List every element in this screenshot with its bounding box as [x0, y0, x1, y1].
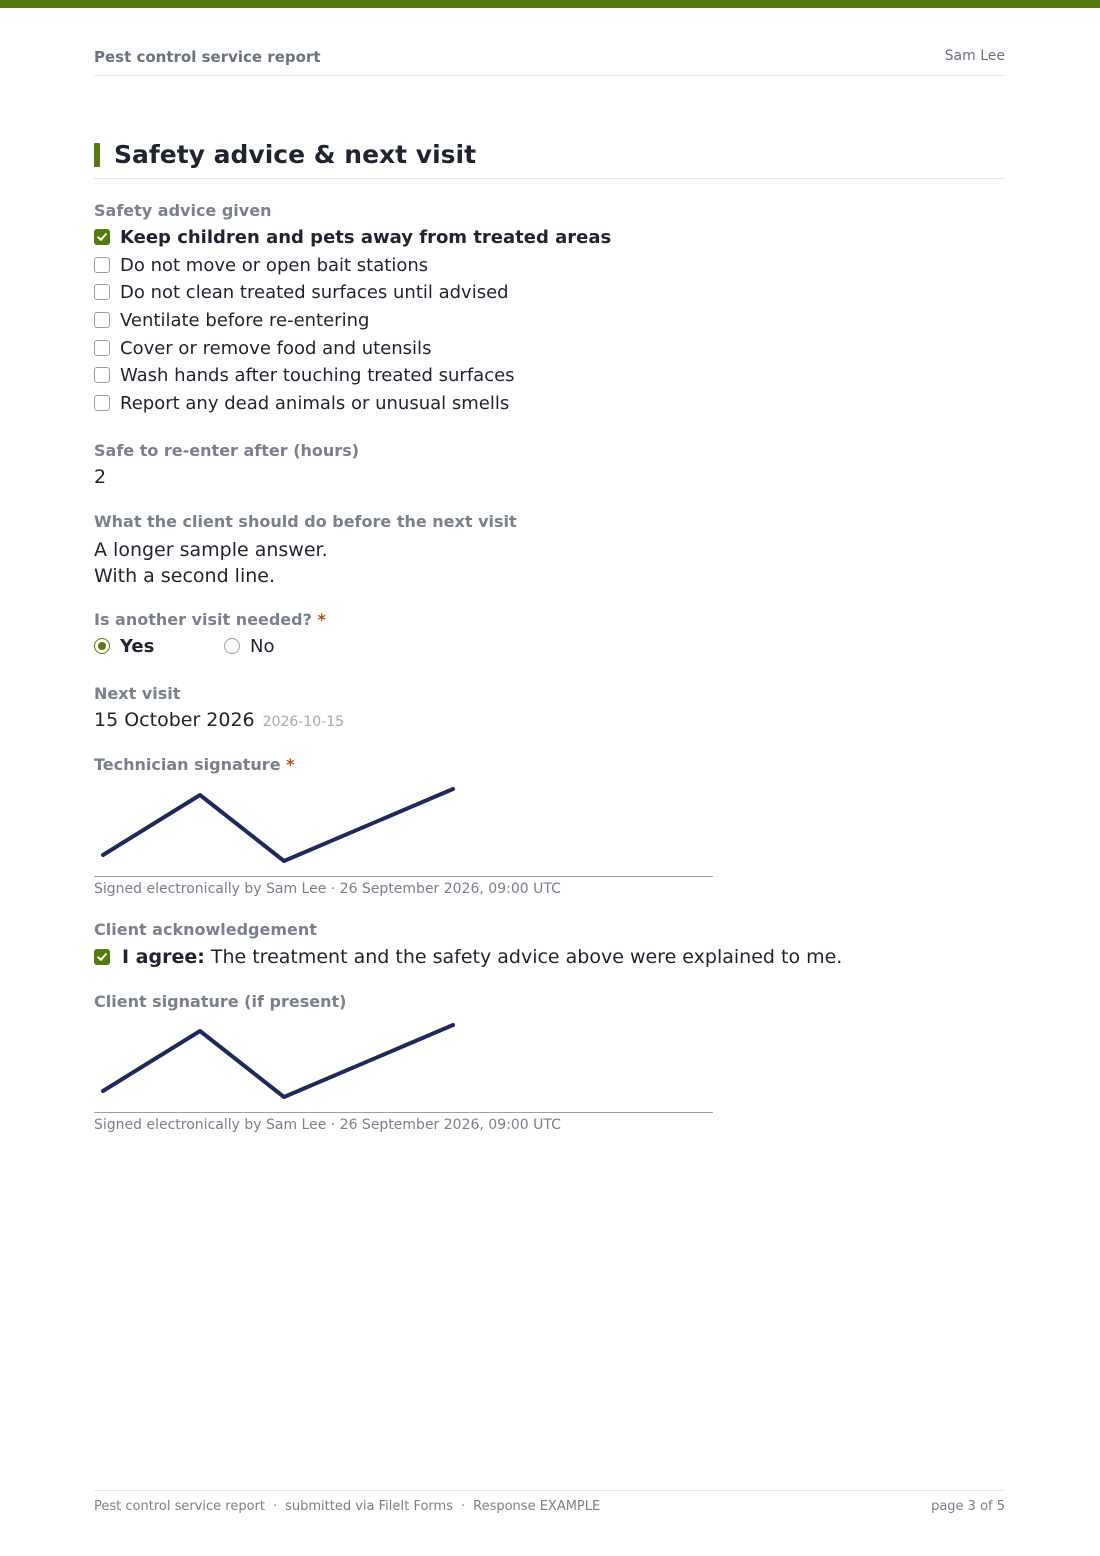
section-title: Safety advice & next visit	[114, 140, 477, 169]
page-footer	[94, 1490, 1005, 1514]
signature-drawing	[94, 781, 713, 877]
client-ack-text: The treatment and the safety advice above were explained to me.	[210, 946, 843, 968]
footer-separator: ·	[460, 1499, 466, 1514]
client-signature-label: Client signature (if present)	[94, 992, 347, 1011]
advice-option-label: Ventilate before re-entering	[120, 309, 370, 331]
client-ack-lead: I agree:	[122, 946, 205, 968]
checkbox-icon[interactable]	[94, 257, 110, 273]
page-number: page 3 of 5	[931, 1499, 1005, 1514]
advice-option[interactable]	[94, 281, 509, 303]
checkbox-icon[interactable]	[94, 395, 110, 411]
footer-response: Response EXAMPLE	[473, 1499, 601, 1514]
advice-option-label: Do not move or open bait stations	[120, 254, 429, 276]
advice-option-label: Do not clean treated surfaces until advised	[120, 281, 509, 303]
next-visit-date: 15 October 2026	[94, 709, 255, 731]
technician-signature-label	[94, 755, 295, 774]
footer-title: Pest control service report	[94, 1499, 265, 1514]
top-accent-bar	[0, 0, 1100, 8]
next-visit-label: Next visit	[94, 684, 181, 703]
advice-option[interactable]	[94, 337, 431, 359]
signature-drawing	[94, 1017, 713, 1113]
advice-option-label: Cover or remove food and utensils	[120, 337, 432, 359]
another-visit-radio-group	[94, 635, 274, 657]
answer-line: With a second line.	[94, 565, 275, 587]
advice-option[interactable]	[94, 364, 515, 386]
section-header	[94, 140, 1005, 179]
checkbox-icon[interactable]	[94, 284, 110, 300]
next-visit-iso-date: 2026-10-15	[262, 714, 345, 730]
document-title: Pest control service report	[94, 48, 321, 66]
advice-option[interactable]	[94, 254, 428, 276]
advice-option[interactable]	[94, 309, 369, 331]
before-next-visit-label: What the client should do before the next visit	[94, 512, 517, 531]
checkbox-icon[interactable]	[94, 340, 110, 356]
checkbox-icon[interactable]	[94, 312, 110, 328]
reentry-value: 2	[94, 466, 107, 488]
radio-option-yes[interactable]	[94, 636, 224, 657]
reentry-label: Safe to re-enter after (hours)	[94, 441, 360, 460]
client-signature-pad	[94, 1017, 713, 1113]
checkbox-checked-icon[interactable]	[94, 229, 110, 245]
radio-option-no[interactable]	[224, 636, 274, 657]
section-accent	[94, 143, 100, 167]
advice-option[interactable]	[94, 226, 611, 248]
author-name: Sam Lee	[944, 48, 1005, 64]
radio-option-label: No	[250, 635, 275, 657]
radio-icon[interactable]	[224, 638, 240, 654]
footer-via: submitted via FileIt Forms	[285, 1499, 453, 1514]
before-next-visit-answer	[94, 537, 328, 589]
footer-separator: ·	[272, 1499, 278, 1514]
advice-option-label: Wash hands after touching treated surfaces	[120, 364, 515, 386]
footer-meta	[94, 1499, 600, 1514]
safety-advice-label: Safety advice given	[94, 201, 272, 220]
client-signature-caption: Signed electronically by Sam Lee · 26 September 2026, 09:00 UTC	[94, 1117, 561, 1133]
another-visit-label	[94, 610, 326, 629]
radio-selected-icon[interactable]	[94, 638, 110, 654]
checkbox-icon[interactable]	[94, 367, 110, 383]
advice-option[interactable]	[94, 392, 509, 414]
answer-line: A longer sample answer.	[94, 539, 328, 561]
required-marker: *	[317, 610, 326, 629]
another-visit-label-text: Is another visit needed?	[94, 610, 312, 629]
technician-signature-pad	[94, 781, 713, 877]
radio-option-label: Yes	[120, 635, 155, 657]
technician-signature-label-text: Technician signature	[94, 755, 281, 774]
advice-option-label: Keep children and pets away from treated areas	[120, 226, 612, 248]
advice-option-label: Report any dead animals or unusual smells	[120, 392, 510, 414]
page-header	[94, 48, 1005, 76]
client-ack-label: Client acknowledgement	[94, 920, 317, 939]
next-visit-value	[94, 709, 344, 731]
checkbox-checked-icon[interactable]	[94, 949, 110, 965]
technician-signature-caption: Signed electronically by Sam Lee · 26 September 2026, 09:00 UTC	[94, 881, 561, 897]
required-marker: *	[286, 755, 295, 774]
client-ack-checkbox-row[interactable]	[94, 944, 842, 970]
